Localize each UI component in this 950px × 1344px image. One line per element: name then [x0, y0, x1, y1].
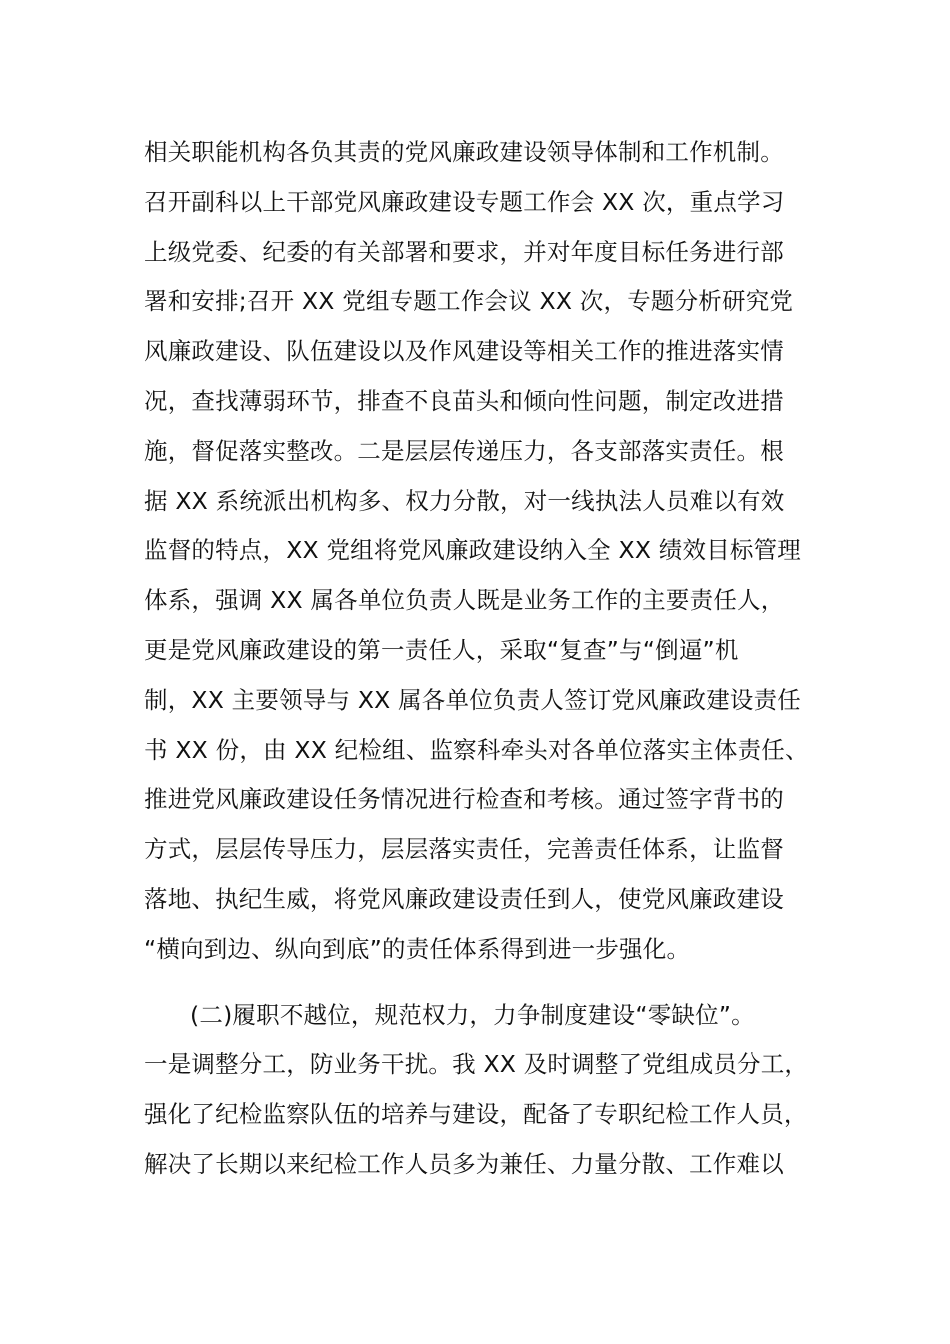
text-line: 施，督促落实整改。二是层层传递压力，各支部落实责任。根: [144, 436, 784, 465]
text-line: 更是党风廉政建设的第一责任人，采取“复查”与“倒逼”机: [144, 635, 739, 664]
text-line: 推进党风廉政建设任务情况进行检查和考核。通过签字背书的: [144, 785, 784, 814]
body-text: [144, 128, 824, 1190]
text-line: 落地、执纪生威，将党风廉政建设责任到人，使党风廉政建设: [144, 884, 784, 913]
text-line: 强化了纪检监察队伍的培养与建设，配备了专职纪检工作人员，: [144, 1100, 808, 1129]
text-line: 方式，层层传导压力，层层落实责任，完善责任体系，让监督: [144, 835, 784, 864]
text-line: “横向到边、纵向到底”的责任体系得到进一步强化。: [144, 934, 691, 963]
section-heading: (二)履职不越位，规范权力，力争制度建设“零缺位”。: [190, 1000, 755, 1029]
text-line: 书 XX 份，由 XX 纪检组、监察科牵头对各单位落实主体责任、: [144, 735, 809, 764]
text-line: 况，查找薄弱环节，排查不良苗头和倾向性问题，制定改进措: [144, 386, 784, 415]
text-line: 相关职能机构各负其责的党风廉政建设领导体制和工作机制。: [144, 138, 784, 166]
text-line: 上级党委、纪委的有关部署和要求，并对年度目标任务进行部: [144, 237, 784, 266]
text-line: 监督的特点，XX 党组将党风廉政建设纳入全 XX 绩效目标管理: [144, 536, 802, 565]
text-line: 据 XX 系统派出机构多、权力分散，对一线执法人员难以有效: [144, 486, 785, 515]
text-line: 解决了长期以来纪检工作人员多为兼任、力量分散、工作难以: [144, 1149, 784, 1178]
text-line: 制，XX 主要领导与 XX 属各单位负责人签订党风廉政建设责任: [144, 685, 802, 714]
text-line: 召开副科以上干部党风廉政建设专题工作会 XX 次，重点学习: [144, 187, 785, 216]
paragraph-gap: [144, 975, 824, 991]
text-line: 署和安排;召开 XX 党组专题工作会议 XX 次，专题分析研究党: [144, 287, 794, 316]
text-line: 一是调整分工，防业务干扰。我 XX 及时调整了党组成员分工，: [144, 1050, 809, 1079]
text-line: 风廉政建设、队伍建设以及作风建设等相关工作的推进落实情: [144, 337, 784, 366]
text-line: 体系，强调 XX 属各单位负责人既是业务工作的主要责任人，: [144, 586, 785, 615]
